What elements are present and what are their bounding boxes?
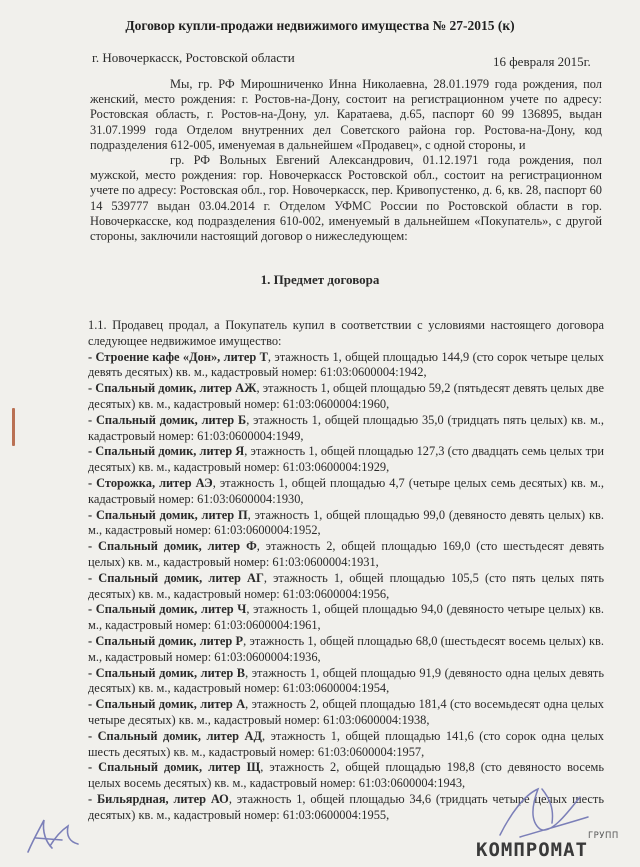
- margin-ink-mark: [12, 408, 15, 446]
- property-name: - Спальный домик, литер АГ: [88, 570, 264, 585]
- property-details: , этажность 1, общей площадью 105,5 (сто пять целых пять десятых) кв. м., кадастровый номер: 61:03:0600004:1956,: [88, 570, 604, 601]
- property-details: , этажность 2, общей площадью 169,0 (сто шестьдесят девять целых) кв. м., кадастровый номер: 61:03:0600004:1931,: [88, 539, 604, 569]
- buyer-paragraph: гр. РФ Вольных Евгений Александрович, 01.12.1971 года рождения, пол мужской, место рождения: гор. Новочеркасск Ростовской обл., состоит на регистрационном учете по адресу: Ростовская обл., гор. Новочеркасск, пер. Кривопустенко, д. 6, кв. 28, паспорт 60 14 539777 выдан 03.04.2014 г. Отделом УФМС России по Ростовской области в гор. Новочеркасске, код подразделения 610-002, именуемый в дальнейшем «Покупатель», с другой стороны, заключили настоящий договор о нижеследующем:: [90, 153, 602, 244]
- property-name: - Спальный домик, литер Я: [88, 444, 245, 459]
- property-item: [88, 350, 604, 382]
- property-name: - Спальный домик, литер Ч: [88, 602, 247, 617]
- property-details: , этажность 1, общей площадью 127,3 (сто двадцать семь целых три десятых) кв. м., кадастровый номер: 61:03:0600004:1929,: [88, 444, 604, 475]
- property-name: - Строение кафе «Дон», литер Т: [88, 349, 268, 364]
- property-details: , этажность 1, общей площадью 35,0 (тридцать пять целых) кв. м., кадастровый номер: 61:03:0600004:1949,: [88, 412, 605, 443]
- watermark-brand: КОМПРОМАТ: [476, 839, 588, 861]
- parties-intro: [90, 77, 602, 244]
- document-date: 16 февраля 2015г.: [493, 54, 591, 69]
- property-name: - Спальный домик, литер Б: [88, 412, 247, 427]
- property-details: , этажность 1, общей площадью 94,0 (девяносто четыре целых) кв. м., кадастровый номер: 61:03:0600004:1961,: [88, 602, 604, 633]
- property-details: , этажность 1, общей площадью 144,9 (сто сорок четыре целых девять десятых) кв. м., кадастровый номер: 61:03:0600004:1942,: [88, 349, 605, 380]
- property-item: [88, 571, 604, 603]
- property-name: - Спальный домик, литер П: [88, 507, 248, 522]
- property-name: - Спальный домик, литер В: [88, 665, 246, 680]
- property-item: [88, 729, 604, 761]
- property-item: [88, 697, 604, 729]
- property-list: [88, 350, 604, 824]
- property-details: , этажность 1, общей площадью 68,0 (шестьдесят восемь целых) кв. м., кадастровый номер: 61:03:0600004:1936,: [88, 633, 605, 664]
- property-name: - Спальный домик, литер АЖ: [88, 381, 257, 396]
- property-name: - Спальный домик, литер АД: [88, 728, 262, 743]
- property-name: - Бильярдная, литер АО: [88, 791, 229, 806]
- property-item: [88, 602, 604, 634]
- document-city: г. Новочеркасск, Ростовской области: [92, 50, 295, 65]
- property-item: [88, 476, 604, 508]
- property-details: , этажность 1, общей площадью 141,6 (сто сорок одна целых шесть десятых) кв. м., кадастровый номер: 61:03:0600004:1957,: [88, 728, 604, 759]
- property-details: , этажность 1, общей площадью 99,0 (девяносто девять целых) кв. м., кадастровый номер: 61:03:0600004:1952,: [88, 507, 604, 538]
- watermark-logo: [476, 831, 636, 863]
- initials-signature-left: [22, 808, 92, 858]
- property-name: - Спальный домик, литер Щ: [88, 760, 261, 775]
- property-details: , этажность 1, общей площадью 34,6 (тридцать четыре целых шесть десятых) кв. м., кадастровый номер: 61:03:0600004:1955,: [88, 791, 604, 822]
- property-name: - Спальный домик, литер А: [88, 697, 246, 712]
- property-item: [88, 539, 604, 571]
- property-item: [88, 666, 604, 698]
- clause-lead: 1.1. Продавец продал, а Покупатель купил в соответствии с условиями настоящего договора следующее недвижимое имущество:: [88, 318, 604, 348]
- property-item: [88, 444, 604, 476]
- property-name: - Сторожка, литер АЭ: [88, 475, 213, 490]
- watermark-sub: ГРУПП: [588, 831, 619, 841]
- property-item: [88, 381, 604, 413]
- property-name: - Спальный домик, литер Р: [88, 633, 244, 648]
- section-heading: 1. Предмет договора: [260, 272, 380, 287]
- property-name: - Спальный домик, литер Ф: [88, 539, 257, 554]
- property-details: , этажность 1, общей площадью 59,2 (пятьдесят девять целых две десятых) кв. м., кадастровый номер: 61:03:0600004:1960,: [88, 381, 604, 411]
- document-title: Договор купли-продажи недвижимого имущества № 27-2015 (к): [125, 18, 515, 33]
- clause-1-1: [88, 318, 604, 824]
- property-item: [88, 634, 604, 666]
- seller-paragraph: Мы, гр. РФ Мирошниченко Инна Николаевна, 28.01.1979 года рождения, пол женский, место рождения: г. Ростов-на-Дону, состоит на регистрационном учете по адресу: Ростовская область, г. Ростов-на-Дону, ул. Каратаева, д.65, паспорт 60 99 136895, выдан 31.07.1999 года Отделом внутренних дел Советского района гор. Ростова-на-Дону, код подразделения 612-005, именуемая в дальнейшем «Продавец», с одной стороны, и: [90, 77, 602, 152]
- property-details: , этажность 1, общей площадью 4,7 (четыре целых семь десятых) кв. м., кадастровый номер: 61:03:0600004:1930,: [88, 475, 604, 506]
- property-details: , этажность 1, общей площадью 91,9 (девяносто одна целых девять десятых) кв. м., кадастровый номер: 61:03:0600004:1954,: [88, 665, 604, 696]
- property-item: [88, 413, 604, 445]
- property-item: [88, 508, 604, 540]
- property-details: , этажность 2, общей площадью 181,4 (сто восемьдесят одна целых четыре десятых) кв. м., кадастровый номер: 61:03:0600004:1938,: [88, 697, 604, 727]
- property-details: , этажность 2, общей площадью 198,8 (сто девяносто восемь целых восемь десятых) кв. м., кадастровый номер: 61:03:0600004:1943,: [88, 760, 604, 791]
